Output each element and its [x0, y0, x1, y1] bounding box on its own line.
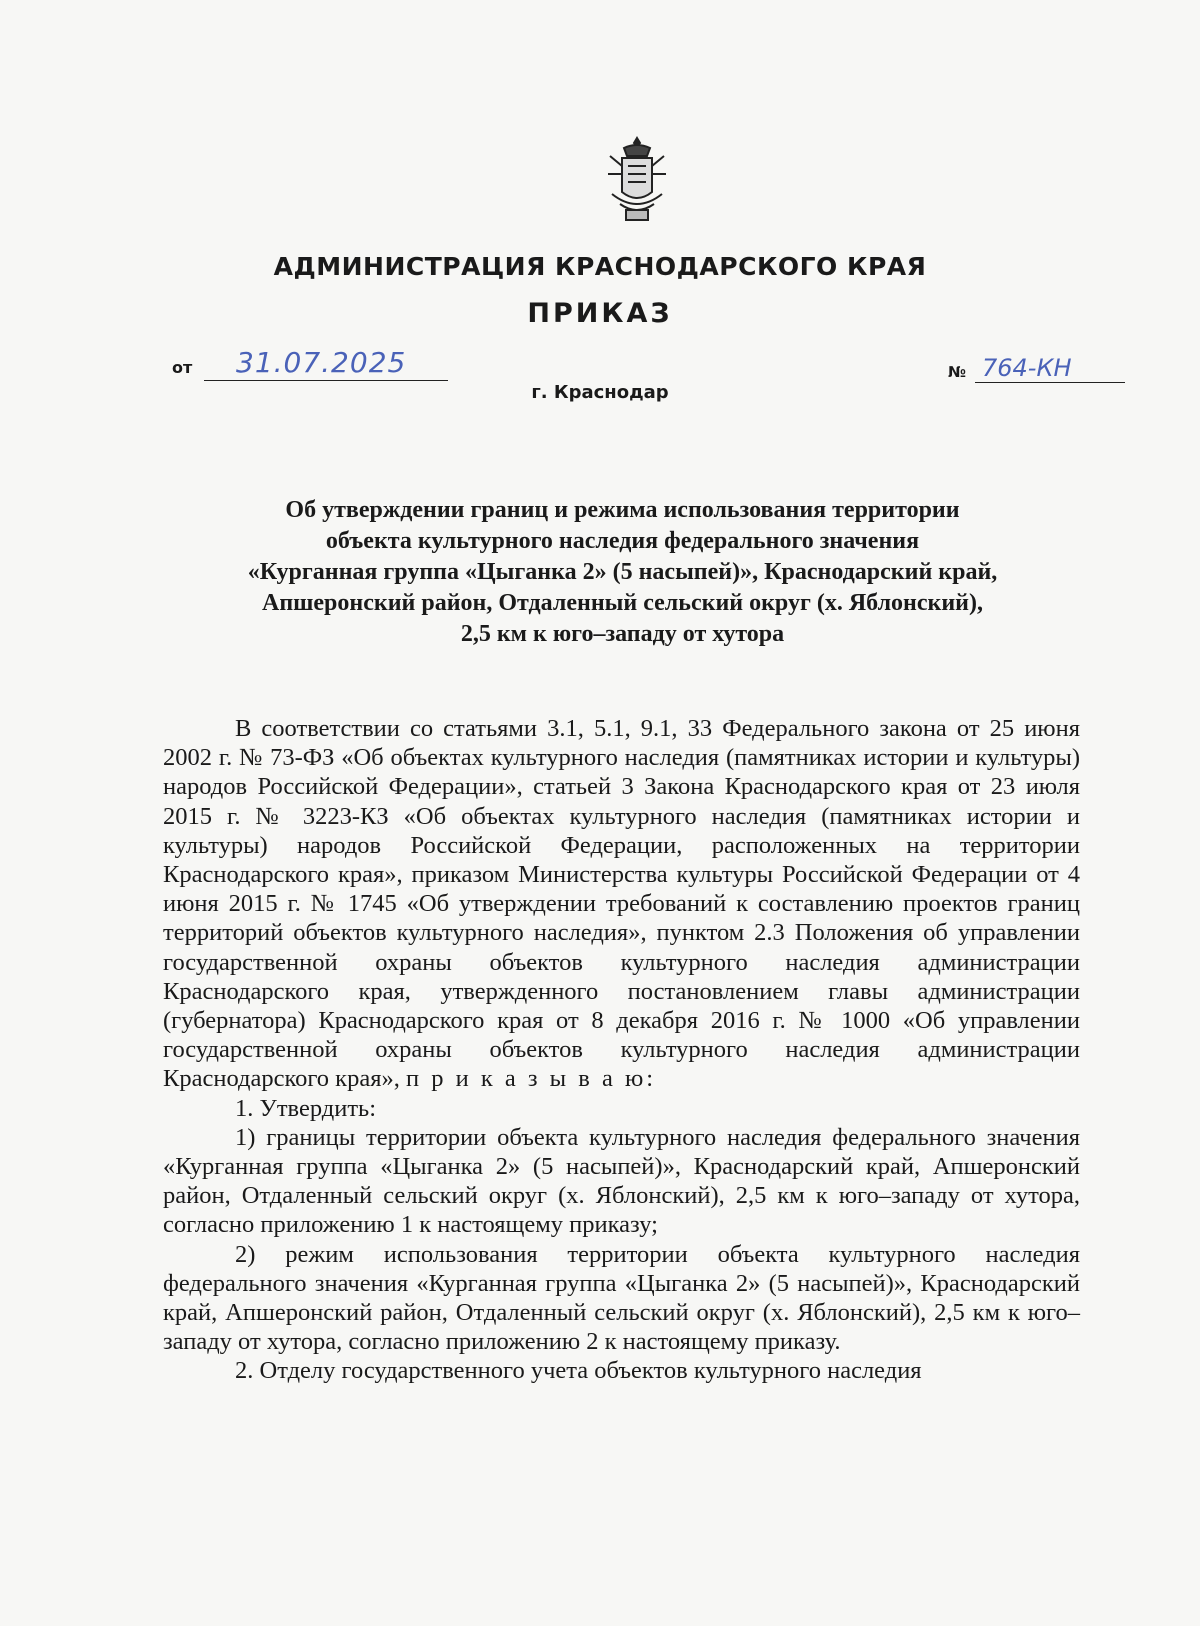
item-2: 2. Отделу государственного учета объектов культурного наследия	[235, 1357, 922, 1385]
subject-line: «Курганная группа «Цыганка 2» (5 насыпей)», Краснодарский край,	[247, 559, 998, 585]
order-word: п р и к а з ы в а ю:	[405, 1065, 657, 1093]
number-label: №	[948, 363, 967, 381]
item-1-1: 1) границы территории объекта культурного наследия федерального значения «Курганная группа «Цыганка 2» (5 насыпей)», Краснодарский край, Апшеронский район, Отдаленный сельский округ (х. Яблонский), 2,5 км к юго–западу от хутора, согласно приложению 1 к настоящему приказу;	[163, 1123, 1080, 1239]
subject-line: 2,5 км к юго–западу от хутора	[460, 621, 785, 647]
preamble-text: В соответствии со статьями 3.1, 5.1, 9.1, 33 Федерального закона от 25 июня 2002 г. № 73-ФЗ «Об объектах культурного наследия (памятниках истории и культуры) народов Российской Федерации», статьей 3 Закона Краснодарского края от 23 июля 2015 г. № 3223-КЗ «Об объектах культурного наследия (памятниках истории и культуры) народов Российской Федерации, расположенных на территории Краснодарского края», приказом Министерства культуры Российской Федерации от 4 июня 2015 г. № 1745 «Об утверждении требований к составлению проектов границ территорий объектов культурного наследия», пунктом 2.3 Положения об управлении государственной охраны объектов культурного наследия администрации Краснодарского края, утвержденного постановлением главы администрации (губернатора) Краснодарского края от 8 декабря 2016 г. № 1000 «Об управлении государственной охраны объектов культурного наследия администрации Краснодарского края»,	[163, 715, 1080, 1093]
subject-line: объекта культурного наследия федерального значения	[325, 528, 920, 554]
date-underline	[204, 380, 448, 381]
organization-name: АДМИНИСТРАЦИЯ КРАСНОДАРСКОГО КРАЯ	[273, 252, 927, 281]
city: г. Краснодар	[531, 382, 669, 403]
subject-line: Апшеронский район, Отдаленный сельский округ (х. Яблонский),	[261, 590, 984, 616]
number-handwritten: 764-КН	[982, 354, 1072, 382]
document-type: ПРИКАЗ	[527, 298, 673, 329]
preamble-paragraph	[163, 714, 1080, 1094]
order-body	[163, 714, 1080, 1386]
item-1-2: 2) режим использования территории объекта культурного наследия федерального значения «Курганная группа «Цыганка 2» (5 насыпей)», Краснодарский край, Апшеронский район, Отдаленный сельский округ (х. Яблонский), 2,5 км к юго–западу от хутора, согласно приложению 2 к настоящему приказу.	[163, 1240, 1080, 1356]
item-1: 1. Утвердить:	[235, 1094, 377, 1122]
date-handwritten: 31.07.2025	[236, 346, 407, 379]
subject-line: Об утверждении границ и режима использования территории	[285, 497, 960, 523]
coat-of-arms-emblem	[602, 134, 672, 228]
order-subject	[160, 495, 1085, 650]
date-label: от	[172, 358, 193, 377]
